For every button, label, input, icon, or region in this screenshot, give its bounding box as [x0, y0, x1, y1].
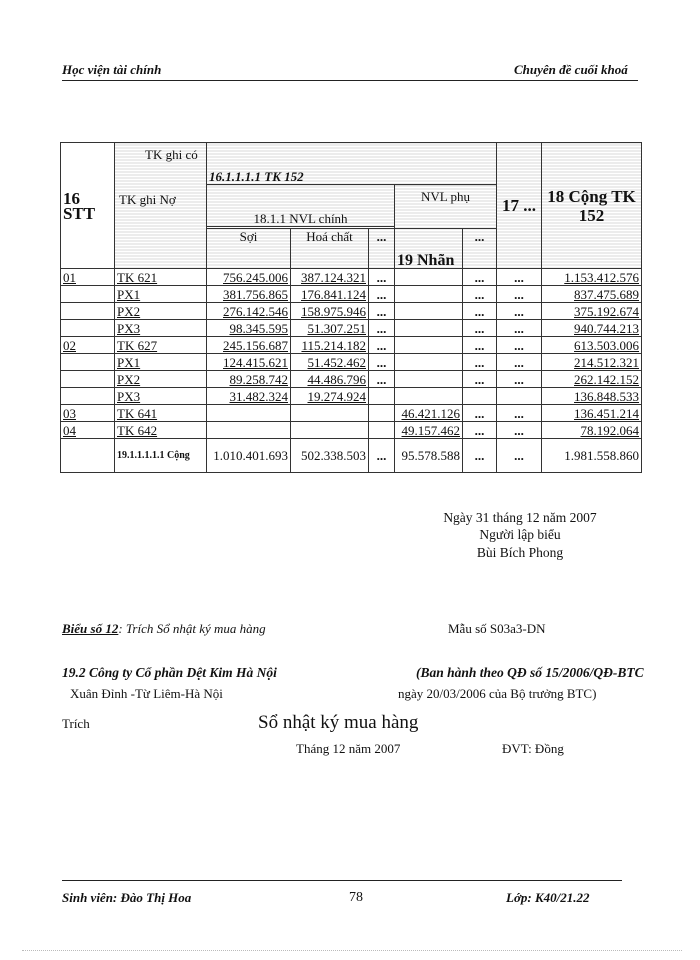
- row-nhan: [395, 320, 463, 337]
- signature-role: Người lập biểu: [479, 527, 561, 542]
- row-stt: [61, 320, 115, 337]
- row-cong: 262.142.152: [542, 371, 642, 388]
- row-hoa-chat: 51.452.462: [291, 354, 369, 371]
- row-stt: 03: [61, 405, 115, 422]
- appendix-label: Biểu số 12: [62, 621, 119, 636]
- row-hoa-chat: [291, 405, 369, 422]
- row-nhan: 46.421.126: [395, 405, 463, 422]
- row-stt: [61, 388, 115, 405]
- row-hoa-chat: [291, 422, 369, 439]
- total-stt: [61, 439, 115, 473]
- row-dots-3: ...: [497, 337, 542, 354]
- header-stt: 16 STT: [61, 143, 115, 269]
- header-soi: Sợi: [207, 229, 291, 269]
- row-dots-1: [369, 388, 395, 405]
- row-stt: [61, 303, 115, 320]
- table-row: [61, 337, 642, 354]
- header-dots-2: ...: [463, 229, 497, 269]
- row-soi: 31.482.324: [207, 388, 291, 405]
- decree-date: ngày 20/03/2006 của Bộ trưởng BTC): [398, 686, 597, 701]
- row-dots-2: ...: [463, 286, 497, 303]
- row-nhan: [395, 371, 463, 388]
- header-hoa-chat: Hoá chất: [291, 229, 369, 269]
- total-dots-1: ...: [369, 439, 395, 473]
- header-institution: Học viện tài chính: [62, 62, 162, 77]
- row-nhan: [395, 269, 463, 286]
- table-row: [61, 286, 642, 303]
- book-title: Sổ nhật ký mua hàng: [258, 712, 419, 733]
- header-topic: Chuyên đề cuối khoá: [514, 62, 628, 77]
- row-account: TK 621: [115, 269, 207, 286]
- signature-date: Ngày 31 tháng 12 năm 2007: [443, 510, 597, 525]
- row-dots-3: ...: [497, 405, 542, 422]
- row-account: PX2: [115, 371, 207, 388]
- header-cong-tk152: 18 Cộng TK 152: [542, 143, 642, 269]
- row-dots-2: ...: [463, 371, 497, 388]
- total-soi: 1.010.401.693: [207, 439, 291, 473]
- row-soi: 756.245.006: [207, 269, 291, 286]
- footer-student: Sinh viên: Đào Thị Hoa: [62, 890, 192, 905]
- header-nvl-phu: NVL phụ: [395, 185, 497, 229]
- row-dots-1: ...: [369, 303, 395, 320]
- total-dots-3: ...: [497, 439, 542, 473]
- row-stt: [61, 354, 115, 371]
- row-dots-1: [369, 405, 395, 422]
- row-cong: 1.153.412.576: [542, 269, 642, 286]
- table-row: [61, 354, 642, 371]
- row-soi: 124.415.621: [207, 354, 291, 371]
- row-stt: [61, 371, 115, 388]
- row-account: PX1: [115, 286, 207, 303]
- header-tk152: 16.1.1.1.1 TK 152: [207, 143, 497, 185]
- header-dots-1: ...: [369, 229, 395, 269]
- row-dots-1: ...: [369, 320, 395, 337]
- table-row: [61, 388, 642, 405]
- company-name: 19.2 Công ty Cổ phần Dệt Kim Hà Nội: [62, 665, 277, 680]
- footer-class: Lớp: K40/21.22: [506, 890, 590, 905]
- row-hoa-chat: 176.841.124: [291, 286, 369, 303]
- table-row: [61, 405, 642, 422]
- row-cong: 136.451.214: [542, 405, 642, 422]
- row-soi: 245.156.687: [207, 337, 291, 354]
- row-account: PX3: [115, 388, 207, 405]
- row-stt: 02: [61, 337, 115, 354]
- row-account: PX3: [115, 320, 207, 337]
- row-dots-3: ...: [497, 286, 542, 303]
- row-hoa-chat: 115.214.182: [291, 337, 369, 354]
- row-nhan: [395, 303, 463, 320]
- header-nvl-chinh: 18.1.1 NVL chính: [207, 185, 395, 227]
- row-dots-2: ...: [463, 337, 497, 354]
- table-row: [61, 371, 642, 388]
- row-stt: 04: [61, 422, 115, 439]
- row-dots-1: ...: [369, 337, 395, 354]
- row-cong: 940.744.213: [542, 320, 642, 337]
- row-dots-1: ...: [369, 286, 395, 303]
- row-dots-2: ...: [463, 422, 497, 439]
- row-dots-1: ...: [369, 354, 395, 371]
- decree-ref: (Ban hành theo QĐ số 15/2006/QĐ-BTC: [416, 665, 644, 680]
- unit-label: ĐVT: Đồng: [502, 741, 564, 756]
- row-dots-2: ...: [463, 405, 497, 422]
- row-hoa-chat: 19.274.924: [291, 388, 369, 405]
- row-dots-3: ...: [497, 269, 542, 286]
- row-nhan: [395, 286, 463, 303]
- row-cong: 214.512.321: [542, 354, 642, 371]
- row-dots-3: ...: [497, 303, 542, 320]
- row-account: TK 642: [115, 422, 207, 439]
- table-row: [61, 320, 642, 337]
- row-soi: [207, 405, 291, 422]
- row-nhan: [395, 388, 463, 405]
- form-code: Mẫu số S03a3-DN: [448, 621, 546, 636]
- row-dots-2: ...: [463, 320, 497, 337]
- total-nhan: 95.578.588: [395, 439, 463, 473]
- row-dots-3: ...: [497, 422, 542, 439]
- row-soi: 98.345.595: [207, 320, 291, 337]
- book-period: Tháng 12 năm 2007: [296, 741, 401, 756]
- row-cong: 78.192.064: [542, 422, 642, 439]
- row-dots-3: [497, 388, 542, 405]
- header-diagonal-cell: [115, 143, 207, 269]
- row-soi: 89.258.742: [207, 371, 291, 388]
- row-cong: 837.475.689: [542, 286, 642, 303]
- row-account: PX1: [115, 354, 207, 371]
- row-hoa-chat: 387.124.321: [291, 269, 369, 286]
- excerpt-label: Trích: [62, 716, 90, 731]
- row-cong: 613.503.006: [542, 337, 642, 354]
- total-row: [61, 439, 642, 473]
- header-nhan: 19 Nhãn: [395, 229, 463, 269]
- page-number: 78: [349, 890, 363, 905]
- table-row: [61, 269, 642, 286]
- row-dots-1: [369, 422, 395, 439]
- row-hoa-chat: 158.975.946: [291, 303, 369, 320]
- row-hoa-chat: 44.486.796: [291, 371, 369, 388]
- row-dots-2: ...: [463, 354, 497, 371]
- header-col17: 17 ...: [497, 143, 542, 269]
- row-stt: [61, 286, 115, 303]
- materials-allocation-table: [60, 142, 642, 473]
- row-account: PX2: [115, 303, 207, 320]
- header-tk-ghi-co: TK ghi có: [145, 147, 198, 162]
- row-account: TK 627: [115, 337, 207, 354]
- row-dots-3: ...: [497, 354, 542, 371]
- row-dots-1: ...: [369, 269, 395, 286]
- total-label: 19.1.1.1.1.1 Cộng: [115, 439, 207, 473]
- total-dots-2: ...: [463, 439, 497, 473]
- row-nhan: [395, 354, 463, 371]
- row-nhan: 49.157.462: [395, 422, 463, 439]
- header-rule: [62, 80, 638, 81]
- row-dots-3: ...: [497, 320, 542, 337]
- appendix-caption: [62, 621, 266, 637]
- total-cong: 1.981.558.860: [542, 439, 642, 473]
- bottom-dotted-border: [22, 950, 682, 951]
- appendix-label-rest: : Trích Sổ nhật ký mua hàng: [118, 621, 266, 636]
- row-stt: 01: [61, 269, 115, 286]
- row-cong: 136.848.533: [542, 388, 642, 405]
- row-soi: 276.142.546: [207, 303, 291, 320]
- total-hoa-chat: 502.338.503: [291, 439, 369, 473]
- signature-name: Bùi Bích Phong: [476, 545, 564, 560]
- footer-rule: [62, 880, 622, 881]
- row-soi: 381.756.865: [207, 286, 291, 303]
- row-soi: [207, 422, 291, 439]
- row-hoa-chat: 51.307.251: [291, 320, 369, 337]
- table-row: [61, 303, 642, 320]
- row-dots-2: [463, 388, 497, 405]
- row-account: TK 641: [115, 405, 207, 422]
- row-cong: 375.192.674: [542, 303, 642, 320]
- row-dots-3: ...: [497, 371, 542, 388]
- row-dots-1: ...: [369, 371, 395, 388]
- row-dots-2: ...: [463, 303, 497, 320]
- row-dots-2: ...: [463, 269, 497, 286]
- row-nhan: [395, 337, 463, 354]
- table-row: [61, 422, 642, 439]
- company-address: Xuân Đỉnh -Từ Liêm-Hà Nội: [70, 686, 223, 701]
- header-tk-ghi-no: TK ghi Nợ: [119, 192, 176, 207]
